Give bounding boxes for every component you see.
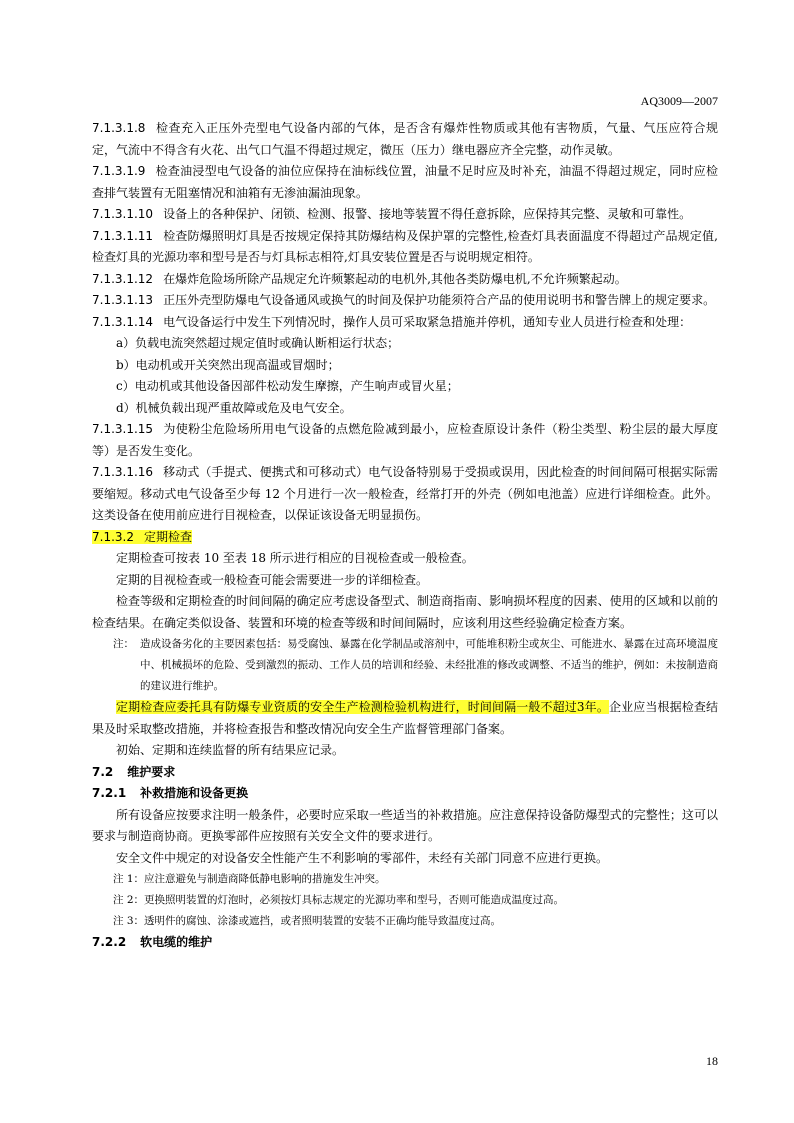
clause-number: 7.1.3.1.14 [92, 314, 154, 329]
clause-number: 7.1.3.1.15 [92, 422, 154, 436]
section-heading-7-1-3-2 [92, 527, 718, 549]
clause-7-1-3-1-13 [92, 290, 718, 312]
clause-text: 正压外壳型防爆电气设备通风或换气的时间及保护功能须符合产品的使用说明书和警告牌上的规定要求。 [163, 293, 716, 307]
section-number: 7.2.1 [92, 786, 127, 800]
clause-7-1-3-1-11 [92, 226, 718, 269]
paragraph-highlighted [92, 697, 718, 740]
note-1: 注 1：应注意避免与制造商降低静电影响的措施发生冲突。 [113, 873, 386, 885]
section-heading-7-2 [92, 762, 718, 784]
clause-text: 检查油浸型电气设备的油位应保持在油标线位置，油量不足时应及时补充，油温不得超过规定，同时应检查排气装置有无阻塞情况和油箱有无渗油漏油现象。 [92, 164, 718, 200]
section-title: 维护要求 [127, 764, 176, 779]
page-content [92, 118, 718, 954]
document-code-header: AQ3009—2007 [640, 94, 718, 108]
paragraph: 初始、定期和连续监督的所有结果应记录。 [116, 743, 345, 757]
section-title: 补救措施和设备更换 [140, 786, 249, 800]
section-title: 定期检查 [143, 529, 192, 544]
page-number: 18 [706, 1054, 718, 1068]
note-2: 注 2：更换照明装置的灯泡时，必须按灯具标志规定的光源功率和型号，否则可能造成温度过高。 [113, 894, 565, 906]
paragraph: 所有设备应按要求注明一般条件，必要时应采取一些适当的补救措施。应注意保持设备防爆型式的完整性；这可以要求与制造商协商。更换零部件应按照有关安全文件的要求进行。 [92, 807, 718, 843]
list-item-c: c）电动机或其他设备因部件松动发生摩擦，产生响声或冒火星； [116, 379, 459, 393]
paragraph: 定期的目视检查或一般检查可能会需要进一步的详细检查。 [116, 572, 429, 587]
list-item-d: d）机械负载出现严重故障或危及电气安全。 [116, 400, 352, 415]
highlighted-heading [92, 530, 192, 544]
clause-7-1-3-1-9 [92, 161, 718, 204]
section-heading-7-2-2 [92, 932, 718, 954]
list-item-a: a）负载电流突然超过规定值时或确认断相运行状态； [116, 336, 400, 350]
clause-number: 7.1.3.1.8 [92, 121, 146, 135]
clause-7-1-3-1-12 [92, 269, 718, 291]
clause-number: 7.1.3.1.9 [92, 164, 146, 178]
paragraph: 安全文件中规定的对设备安全性能产生不利影响的零部件，未经有关部门同意不应进行更换。 [116, 850, 609, 865]
clause-text: 为使粉尘危险场所用电气设备的点燃危险减到最小，应检查原设计条件（粉尘类型、粉尘层的最大厚度等）是否发生变化。 [92, 422, 718, 458]
paragraph: 检查等级和定期检查的时间间隔的确定应考虑设备型式、制造商指南、影响损坏程度的因素、使用的区域和以前的检查结果。在确定类似设备、装置和环境的检查等级和时间间隔时，应该利用这些经验确定检查方案。 [92, 594, 718, 630]
section-number: 7.2.2 [92, 935, 127, 949]
clause-number: 7.1.3.1.10 [92, 207, 154, 221]
clause-7-1-3-1-8 [92, 118, 718, 161]
clause-7-1-3-1-14 [92, 312, 718, 334]
note-text: 造成设备劣化的主要因素包括：易受腐蚀、暴露在化学制品或溶剂中，可能堆积粉尘或灰尘、可能进水、暴露在过高环境温度中、机械损坏的危险、受到激烈的振动、工作人员的培训和经验、未经批准的修改或调整、不适当的维护，例如：未按制造商的建议进行维护。 [140, 638, 718, 692]
clause-number: 7.1.3.1.11 [92, 228, 154, 243]
paragraph-text: 企业应当根据检查结果及时采取整改措施，并将检查报告和整改情况向安全生产监督管理部门备案。 [92, 700, 718, 736]
section-number: 7.1.3.2 [92, 529, 134, 544]
note-3: 注 3：透明件的腐蚀、涂漆或遮挡，或者照明装置的安装不正确均能导致温度过高。 [113, 915, 502, 927]
note [92, 634, 718, 697]
clause-7-1-3-1-10 [92, 204, 718, 226]
clause-text: 电气设备运行中发生下列情况时，操作人员可采取紧急措施并停机，通知专业人员进行检查和处理： [163, 314, 692, 329]
clause-text: 设备上的各种保护、闭锁、检测、报警、接地等装置不得任意拆除，应保持其完整、灵敏和可靠性。 [163, 207, 692, 221]
clause-text: 移动式（手提式、便携式和可移动式）电气设备特别易于受损或误用，因此检查的时间间隔可根据实际需要缩短。移动式电气设备至少每 12 个月进行一次一般检查，经常打开的外壳（例如电池盖）应进行详细检查。此外。这类设备在使用前应进行目视检查，以保证该设备无明显损伤。 [92, 465, 718, 522]
section-title: 软电缆的维护 [140, 935, 213, 949]
clause-text: 在爆炸危险场所除产品规定允许频繁起动的电机外,其他各类防爆电机,不允许频繁起动。 [163, 271, 627, 286]
list-item-b: b）电动机或开关突然出现高温或冒烟时； [116, 357, 340, 372]
clause-text: 检查充入正压外壳型电气设备内部的气体，是否含有爆炸性物质或其他有害物质，气量、气压应符合规定，气流中不得含有火花、出气口气温不得超过规定，微压（压力）继电器应齐全完整，动作灵敏。 [92, 121, 718, 157]
clause-7-1-3-1-15 [92, 419, 718, 462]
paragraph: 定期检查可按表 10 至表 18 所示进行相应的目视检查或一般检查。 [116, 551, 474, 565]
highlighted-text: 定期检查应委托具有防爆专业资质的安全生产检测检验机构进行，时间间隔一般不超过3年。 [116, 700, 609, 714]
clause-7-1-3-1-16 [92, 462, 718, 527]
section-number: 7.2 [92, 764, 114, 779]
clause-number: 7.1.3.1.12 [92, 271, 154, 286]
clause-number: 7.1.3.1.16 [92, 465, 154, 479]
section-heading-7-2-1 [92, 783, 718, 805]
clause-number: 7.1.3.1.13 [92, 293, 154, 307]
clause-text: 检查防爆照明灯具是否按规定保持其防爆结构及保护罩的完整性,检查灯具表面温度不得超过产品规定值,检查灯具的光源功率和型号是否与灯具标志相符,灯具安装位置是否与说明规定相符。 [92, 228, 718, 264]
note-label: 注： [113, 638, 134, 650]
